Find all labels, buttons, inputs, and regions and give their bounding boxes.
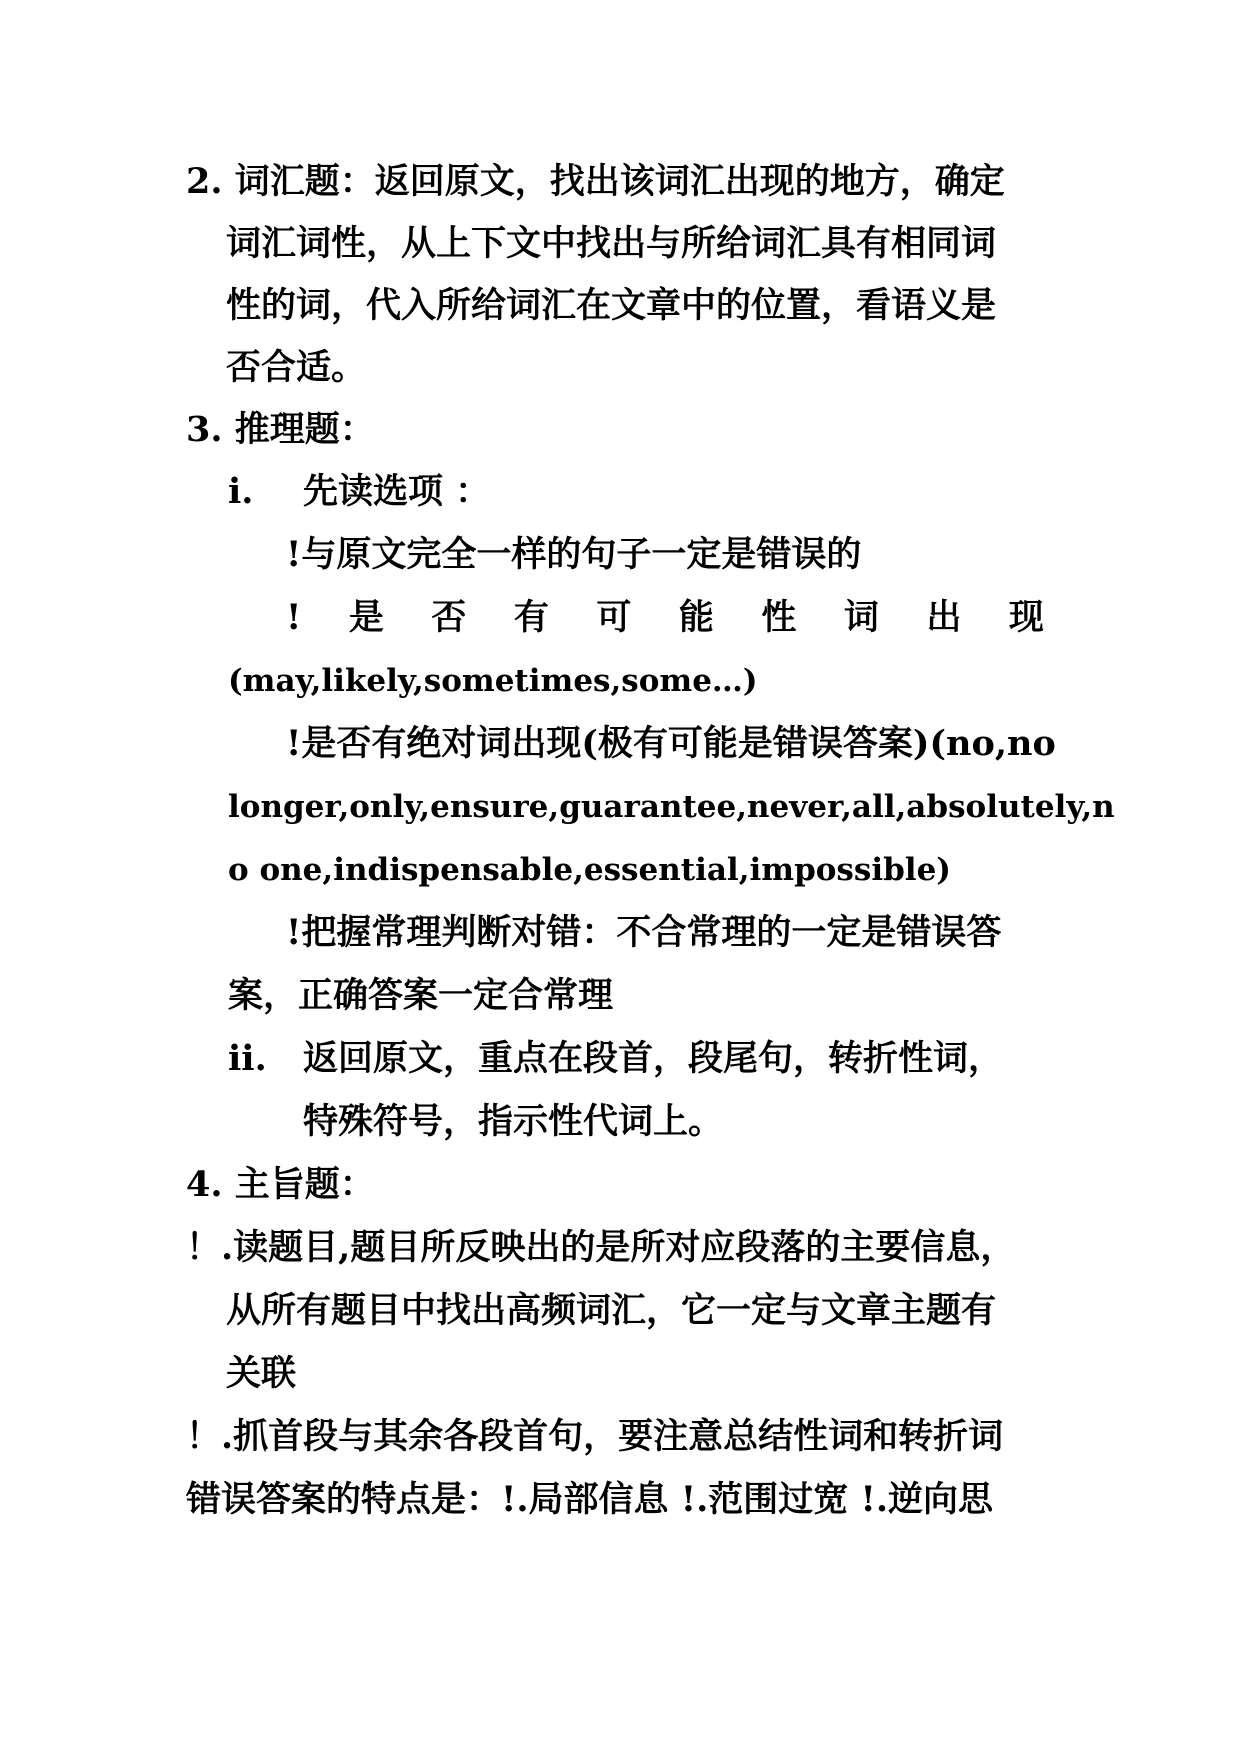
section-2-line-3: 性的词，代入所给词汇在文章中的位置，看语义是 [226,285,997,326]
bullet-char: 出 [926,597,962,638]
bullet-char: 是 [348,597,384,638]
point-1-line-2: 从所有题目中找出高频词汇，它一定与文章主题有 [226,1290,997,1331]
bullet-char: ! [286,597,302,638]
section-3-heading [186,408,375,452]
bullet-char: 有 [513,597,549,638]
point-2: ！.抓首段与其余各段首句，要注意总结性词和转折词 [186,1416,1004,1457]
common-sense-cont: 案，正确答案一定合常理 [228,975,614,1016]
wrong-answer-features: 错误答案的特点是：!.局部信息 !.范围过宽 !.逆向思 [186,1479,994,1520]
item-i-title: 先读选项 ： [303,471,491,512]
item-i-label: i. [228,471,254,512]
bullet-char: 能 [678,597,714,638]
bullet-possibility-words [286,596,1044,640]
bullet-common-sense: !把握常理判断对错：不合常理的一定是错误答 [286,912,1002,953]
point-1-line-3: 关联 [226,1353,297,1394]
section-3-number: 3. [186,409,223,450]
bullet-char: 否 [431,597,467,638]
section-4-number: 4. [186,1164,223,1205]
point-1-line-1: ！.读题目,题目所反映出的是所对应段落的主要信息， [186,1227,1016,1268]
section-2-line-1 [186,160,1005,204]
bullet-char: 词 [843,597,879,638]
section-4-title: 主旨题： [234,1164,375,1205]
absolute-words-list-line-1: longer,only,ensure,guarantee,never,all,absolutely,n [228,789,1115,825]
section-2-text: 词汇题：返回原文，找出该词汇出现的地方，确定 [234,161,1005,202]
section-3-title: 推理题： [234,409,375,450]
item-ii-line-1: 返回原文，重点在段首，段尾句，转折性词， [303,1038,1004,1079]
section-2-number: 2. [186,161,223,202]
section-4-heading [186,1163,375,1207]
item-ii-label: ii. [228,1038,267,1079]
absolute-words-list-line-2: o one,indispensable,essential,impossible) [228,852,951,888]
bullet-char: 性 [761,597,797,638]
possibility-words-list: (may,likely,sometimes,some…) [228,663,758,699]
bullet-identical-sentence: !与原文完全一样的句子一定是错误的 [286,534,862,575]
bullet-char: 现 [1008,597,1044,638]
bullet-absolute-words: !是否有绝对词出现(极有可能是错误答案)(no,no [286,723,1056,764]
item-ii-line-2: 特殊符号，指示性代词上。 [303,1101,724,1142]
section-2-line-2: 词汇词性，从上下文中找出与所给词汇具有相同词 [226,223,997,264]
section-2-line-4: 否合适。 [226,347,367,388]
bullet-char: 可 [596,597,632,638]
